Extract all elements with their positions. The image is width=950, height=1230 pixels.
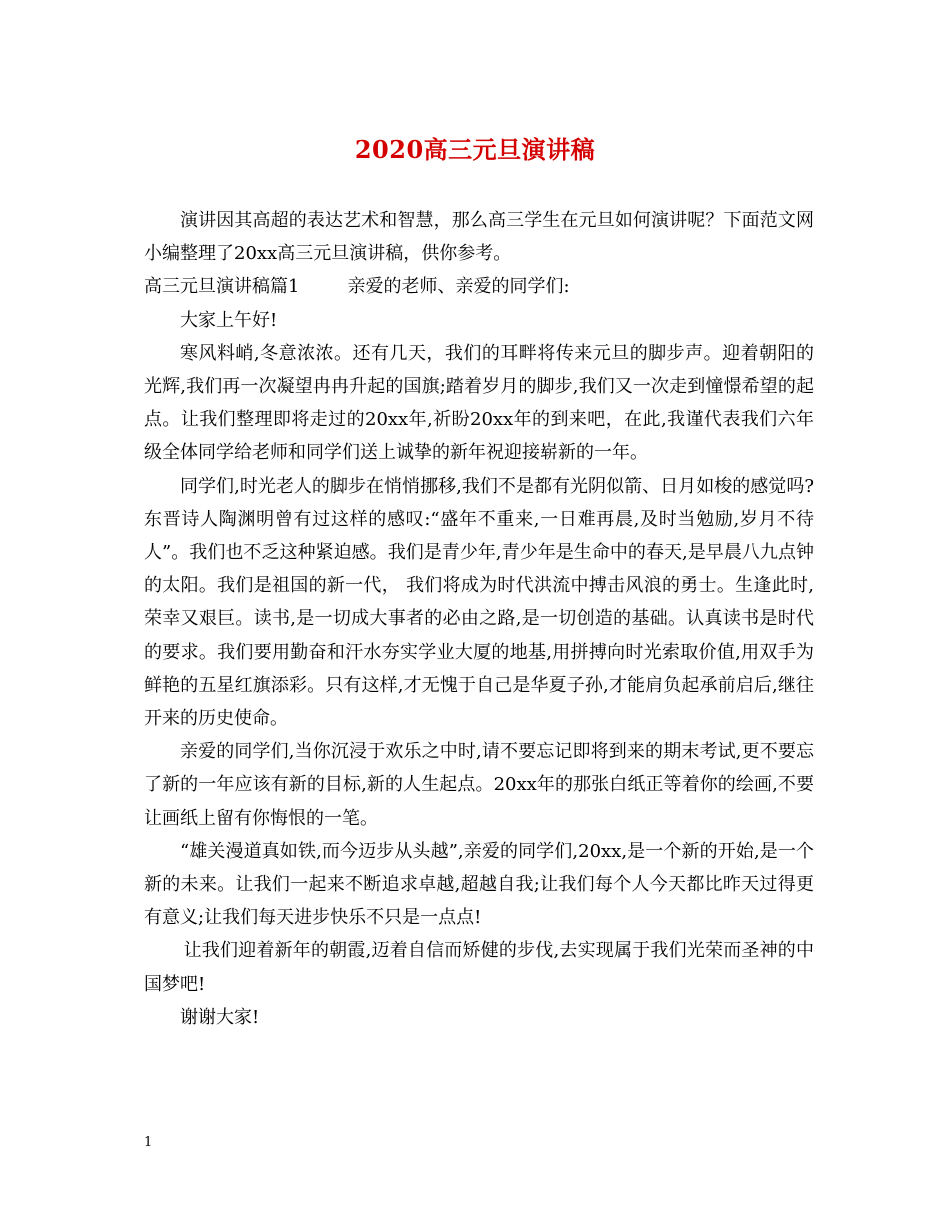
section-heading-line: [144, 270, 814, 303]
body-paragraph-3: 亲爱的同学们,当你沉浸于欢乐之中时,请不要忘记即将到来的期末考试,更不要忘了新的一年应该有新的目标,新的人生起点。20xx年的那张白纸正等着你的绘画,不要让画纸上留有你悔恨的一笔。: [144, 741, 814, 829]
greeting: 大家上午好!: [180, 309, 278, 331]
body-paragraph-4: “雄关漫道真如铁,而今迈步从头越”,亲爱的同学们,20xx,是一个新的开始,是一个新的未来。让我们一起来不断追求卓越,超越自我;让我们每个人今天都比昨天过得更有意义;让我们每天进步快乐不只是一点点!: [144, 840, 814, 929]
body-paragraph-5: 让我们迎着新年的朝霞,迈着自信而矫健的步伐,去实现属于我们光荣而圣神的中国梦吧!: [144, 940, 814, 995]
body-paragraph-2: 同学们,时光老人的脚步在悄悄挪移,我们不是都有光阴似箭、日月如梭的感觉吗?东晋诗人陶渊明曾有过这样的感叹:“盛年不重来,一日难再晨,及时当勉励,岁月不待人”。我们也不乏这种紧迫感。我们是青少年,青少年是生命中的春天,是早晨八九点钟的太阳。我们是祖国的新一代， 我们将成为时代洪流中搏击风浪的勇士。生逢此时,荣幸又艰巨。读书,是一切成大事者的必由之路,是一切创造的基础。认真读书是时代的要求。我们要用勤奋和汗水夯实学业大厦的地基,用拼搏向时光索取价值,用双手为鲜艳的五星红旗添彩。只有这样,才无愧于自己是华夏子孙,才能肩负起承前启后,继往开来的历史使命。: [144, 475, 814, 730]
section-heading: 高三元旦演讲稿篇1: [144, 276, 300, 298]
closing-line: 谢谢大家!: [180, 1006, 260, 1028]
document-title: 2020高三元旦演讲稿: [354, 135, 596, 164]
salutation: 亲爱的老师、亲爱的同学们:: [347, 276, 570, 298]
page-number: 1: [144, 1135, 153, 1150]
body-paragraph-1: 寒风料峭,冬意浓浓。还有几天，我们的耳畔将传来元旦的脚步声。迎着朝阳的光辉,我们再一次凝望冉冉升起的国旗;踏着岁月的脚步,我们又一次走到憧憬希望的起点。让我们整理即将走过的20xx年,祈盼20xx年的到来吧，在此,我谨代表我们六年级全体同学给老师和同学们送上诚挚的新年祝迎接崭新的一年。: [144, 342, 814, 464]
document-body: [144, 204, 814, 1034]
intro-paragraph: 演讲因其高超的表达艺术和智慧，那么高三学生在元旦如何演讲呢？下面范文网小编整理了20xx高三元旦演讲稿，供你参考。: [144, 210, 814, 265]
